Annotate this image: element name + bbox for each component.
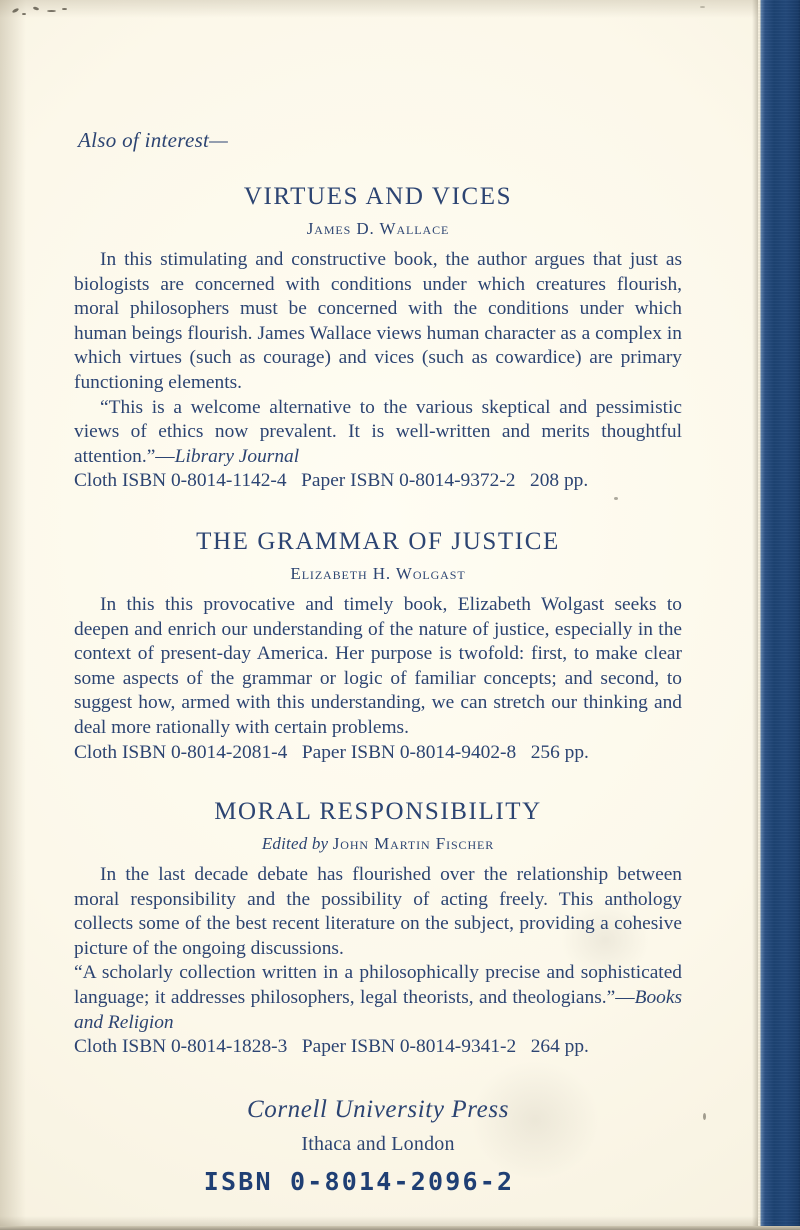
book-title: MORAL RESPONSIBILITY (214, 798, 542, 826)
book-description: In the last decade debate has flourished over the relationship between moral responsibility and the possibility of acting freely. This anthology collects some of the best recent literature on the subject, providing a cohesive picture of the ongoing discussions. (74, 864, 682, 959)
publisher-city: Ithaca and London (301, 1132, 455, 1155)
book-spine-strip (758, 0, 800, 1230)
book-review-quote: “This is a welcome alternative to the various skeptical and pessimistic views of ethics now prevalent. It is well-written and merits thoughtful attention.”— (74, 396, 682, 467)
book-isbn-line: Cloth ISBN 0-8014-1142-4 Paper ISBN 0-8014-9372-2 208 pp. (74, 470, 589, 492)
book-entry (74, 528, 682, 765)
scan-speck (62, 8, 67, 10)
book-author-name: Elizabeth H. Wolgast (290, 563, 466, 583)
book-title: VIRTUES AND VICES (243, 183, 513, 210)
section-gap (74, 769, 682, 798)
edited-by-label: Edited by (261, 834, 333, 854)
publisher-name: Cornell University Press (246, 1095, 510, 1123)
book-description: In this stimulating and constructive book, the author argues that just as biologists are concerned with conditions under which creatures flourish, moral philosophers must be concerned with the conditions under which human beings flourish. James Wallace views human character as a complex in which virtues (such as courage) and vices (such as cowardice) are primary functioning elements. (74, 249, 682, 393)
scan-speck (700, 6, 705, 8)
book-entry (74, 798, 682, 1060)
book-review-source: Books and Religion (74, 987, 682, 1033)
isbn-code-text: ISBN 0-8014-2096-2 (203, 1167, 515, 1196)
section-gap (74, 498, 682, 528)
book-title: THE GRAMMAR OF JUSTICE (196, 527, 560, 555)
scan-speck (22, 13, 26, 15)
scan-speck (703, 1113, 706, 1120)
scan-speck (47, 10, 56, 12)
book-isbn-line: Cloth ISBN 0-8014-2081-4 Paper ISBN 0-8014-9402-8 256 pp. (74, 741, 589, 763)
also-of-interest-label: Also of interest— (78, 128, 229, 152)
book-isbn-line: Cloth ISBN 0-8014-1828-3 Paper ISBN 0-8014-9341-2 264 pp. (74, 1036, 589, 1058)
book-author (74, 219, 682, 239)
spine-texture (758, 0, 800, 1230)
book-description: In this this provocative and timely book, Elizabeth Wolgast seeks to deepen and enrich our understanding of the nature of justice, especially in the context of present-day America. Her purpose is twofold: first, to make clear some aspects of the grammar or logic of familiar concepts; and second, to suggest how, armed with this understanding, we can stretch our thinking and deal more rationally with certain problems. (74, 593, 682, 738)
publisher-block (74, 1096, 682, 1156)
book-review-quote: “A scholarly collection written in a philosophically precise and sophisticated language; it addresses philosophers, legal theorists, and theologians.”— (74, 962, 682, 1009)
book-author (74, 834, 682, 854)
book-author-name: John Martin Fischer (332, 834, 495, 854)
book-review-source: Library Journal (174, 445, 300, 467)
book-author-name: James D. Wallace (306, 219, 450, 238)
book-author (74, 564, 682, 584)
book-review (74, 396, 682, 470)
book-review (74, 961, 682, 1035)
isbn-barcode-block (0, 1167, 754, 1196)
cover-content (74, 128, 682, 1156)
book-entry (74, 183, 682, 494)
